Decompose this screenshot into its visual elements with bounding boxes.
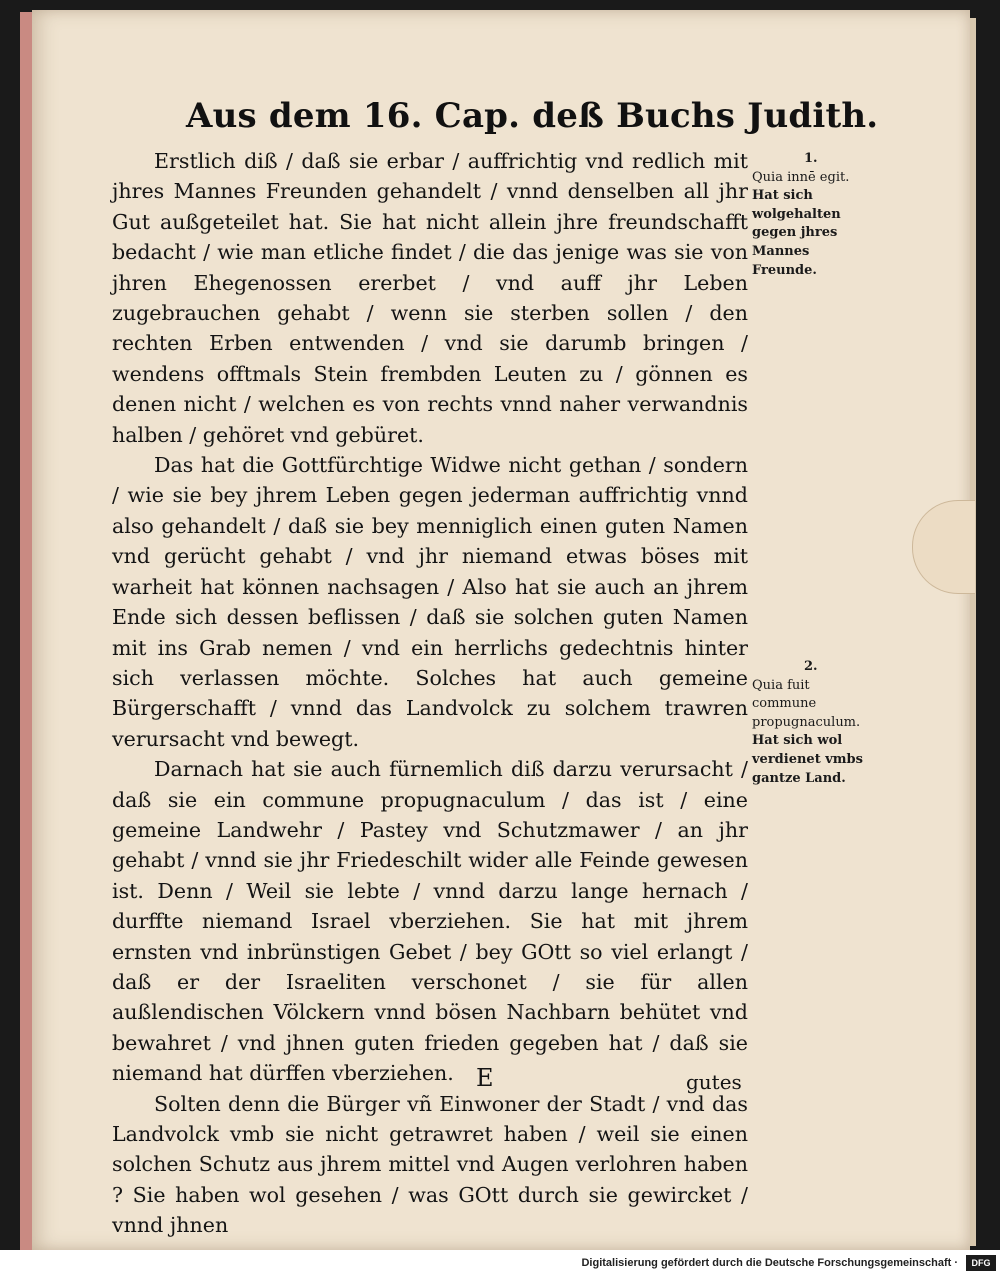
margin-note-2 xyxy=(752,658,872,788)
body-text xyxy=(112,146,748,1241)
chapter-heading: Aus dem 16. Cap. deß Buchs Judith. xyxy=(186,96,879,136)
paragraph-3: Darnach hat sie auch fürnemlich diß darzu verursacht / daß sie ein commune propugnaculum / das ist / eine gemeine Landwehr / Pastey vnd Schutzmawer / an jhr gehabt / vnnd sie jhr Friedeschilt wider alle Feinde gewesen ist. Denn / Weil sie lebte / vnnd darzu lange hernach / durffte niemand Israel vberziehen. Sie hat mit jhrem ernsten vnd inbrünstigen Gebet / bey GOtt so viel erlangt / daß er der Israeliten verschonet / sie für allen außlendischen Völckern vnnd bösen Nachbarn behütet vnd bewahret / vnd jhnen guten frieden gegeben hat / daß sie niemand hat dürffen vberziehen. xyxy=(112,757,748,1086)
signature-mark: E xyxy=(476,1064,494,1092)
margin-note-german: Hat sich wol verdienet vmbs gantze Land. xyxy=(752,733,863,786)
margin-note-latin: Quia innē egit. xyxy=(752,169,850,185)
margin-note-1 xyxy=(752,150,872,280)
margin-note-latin: Quia fuit commune propugnaculum. xyxy=(752,677,861,730)
paragraph-4: Solten denn die Bürger vñ Einwoner der Stadt / vnd das Landvolck vmb sie nicht getrawret haben / weil sie einen solchen Schutz aus jhrem mittel vnd Augen verlohren haben ? Sie haben wol gesehen / was GOtt durch sie gewircket / vnnd jhnen xyxy=(112,1091,748,1238)
margin-note-number: 2. xyxy=(804,659,818,674)
footer-bar xyxy=(0,1250,1000,1278)
catchword: gutes xyxy=(686,1070,742,1094)
margin-note-number: 1. xyxy=(804,151,818,166)
margin-note-german: Hat sich wolgehalten gegen jhres Mannes Freunde. xyxy=(752,188,841,278)
dfg-logo: DFG xyxy=(966,1255,996,1271)
funding-credit: Digitalisierung gefördert durch die Deutsche Forschungsgemeinschaft · xyxy=(581,1257,958,1269)
paragraph-2: Das hat die Gottfürchtige Widwe nicht gethan / sondern / wie sie bey jhrem Leben gegen jederman auffrichtig vnnd also gehandelt / daß sie bey menniglich einen guten Namen vnd gerücht gehabt / vnd jhr niemand etwas böses mit warheit hat können nachsagen / Also hat sie auch an jhrem Ende sich dessen beflissen / daß sie solchen guten Namen mit ins Grab nemen / vnd ein herrlichs gedechtnis hinter sich verlassen möchte. Solches hat auch gemeine Bürgerschafft / vnnd das Landvolck zu solchem trawren verursacht vnd bewegt. xyxy=(112,453,748,751)
paragraph-1: Erstlich diß / daß sie erbar / auffrichtig vnd redlich mit jhres Mannes Freunden gehandelt / vnnd denselben all jhr Gut außgeteilet hat. Sie hat nicht allein jhre freundschafft bedacht / wie man etliche findet / die das jenige was sie von jhren Ehegenossen ererbet / vnd auff jhr Leben zugebrauchen gehabt / wenn sie sterben sollen / den rechten Erben entwenden / vnd sie darumb bringen / wendens offtmals Stein frembden Leuten zu / gönnen es denen nicht / welchen es von rechts vnnd naher verwandnis halben / gehöret vnd gebüret. xyxy=(112,149,748,447)
